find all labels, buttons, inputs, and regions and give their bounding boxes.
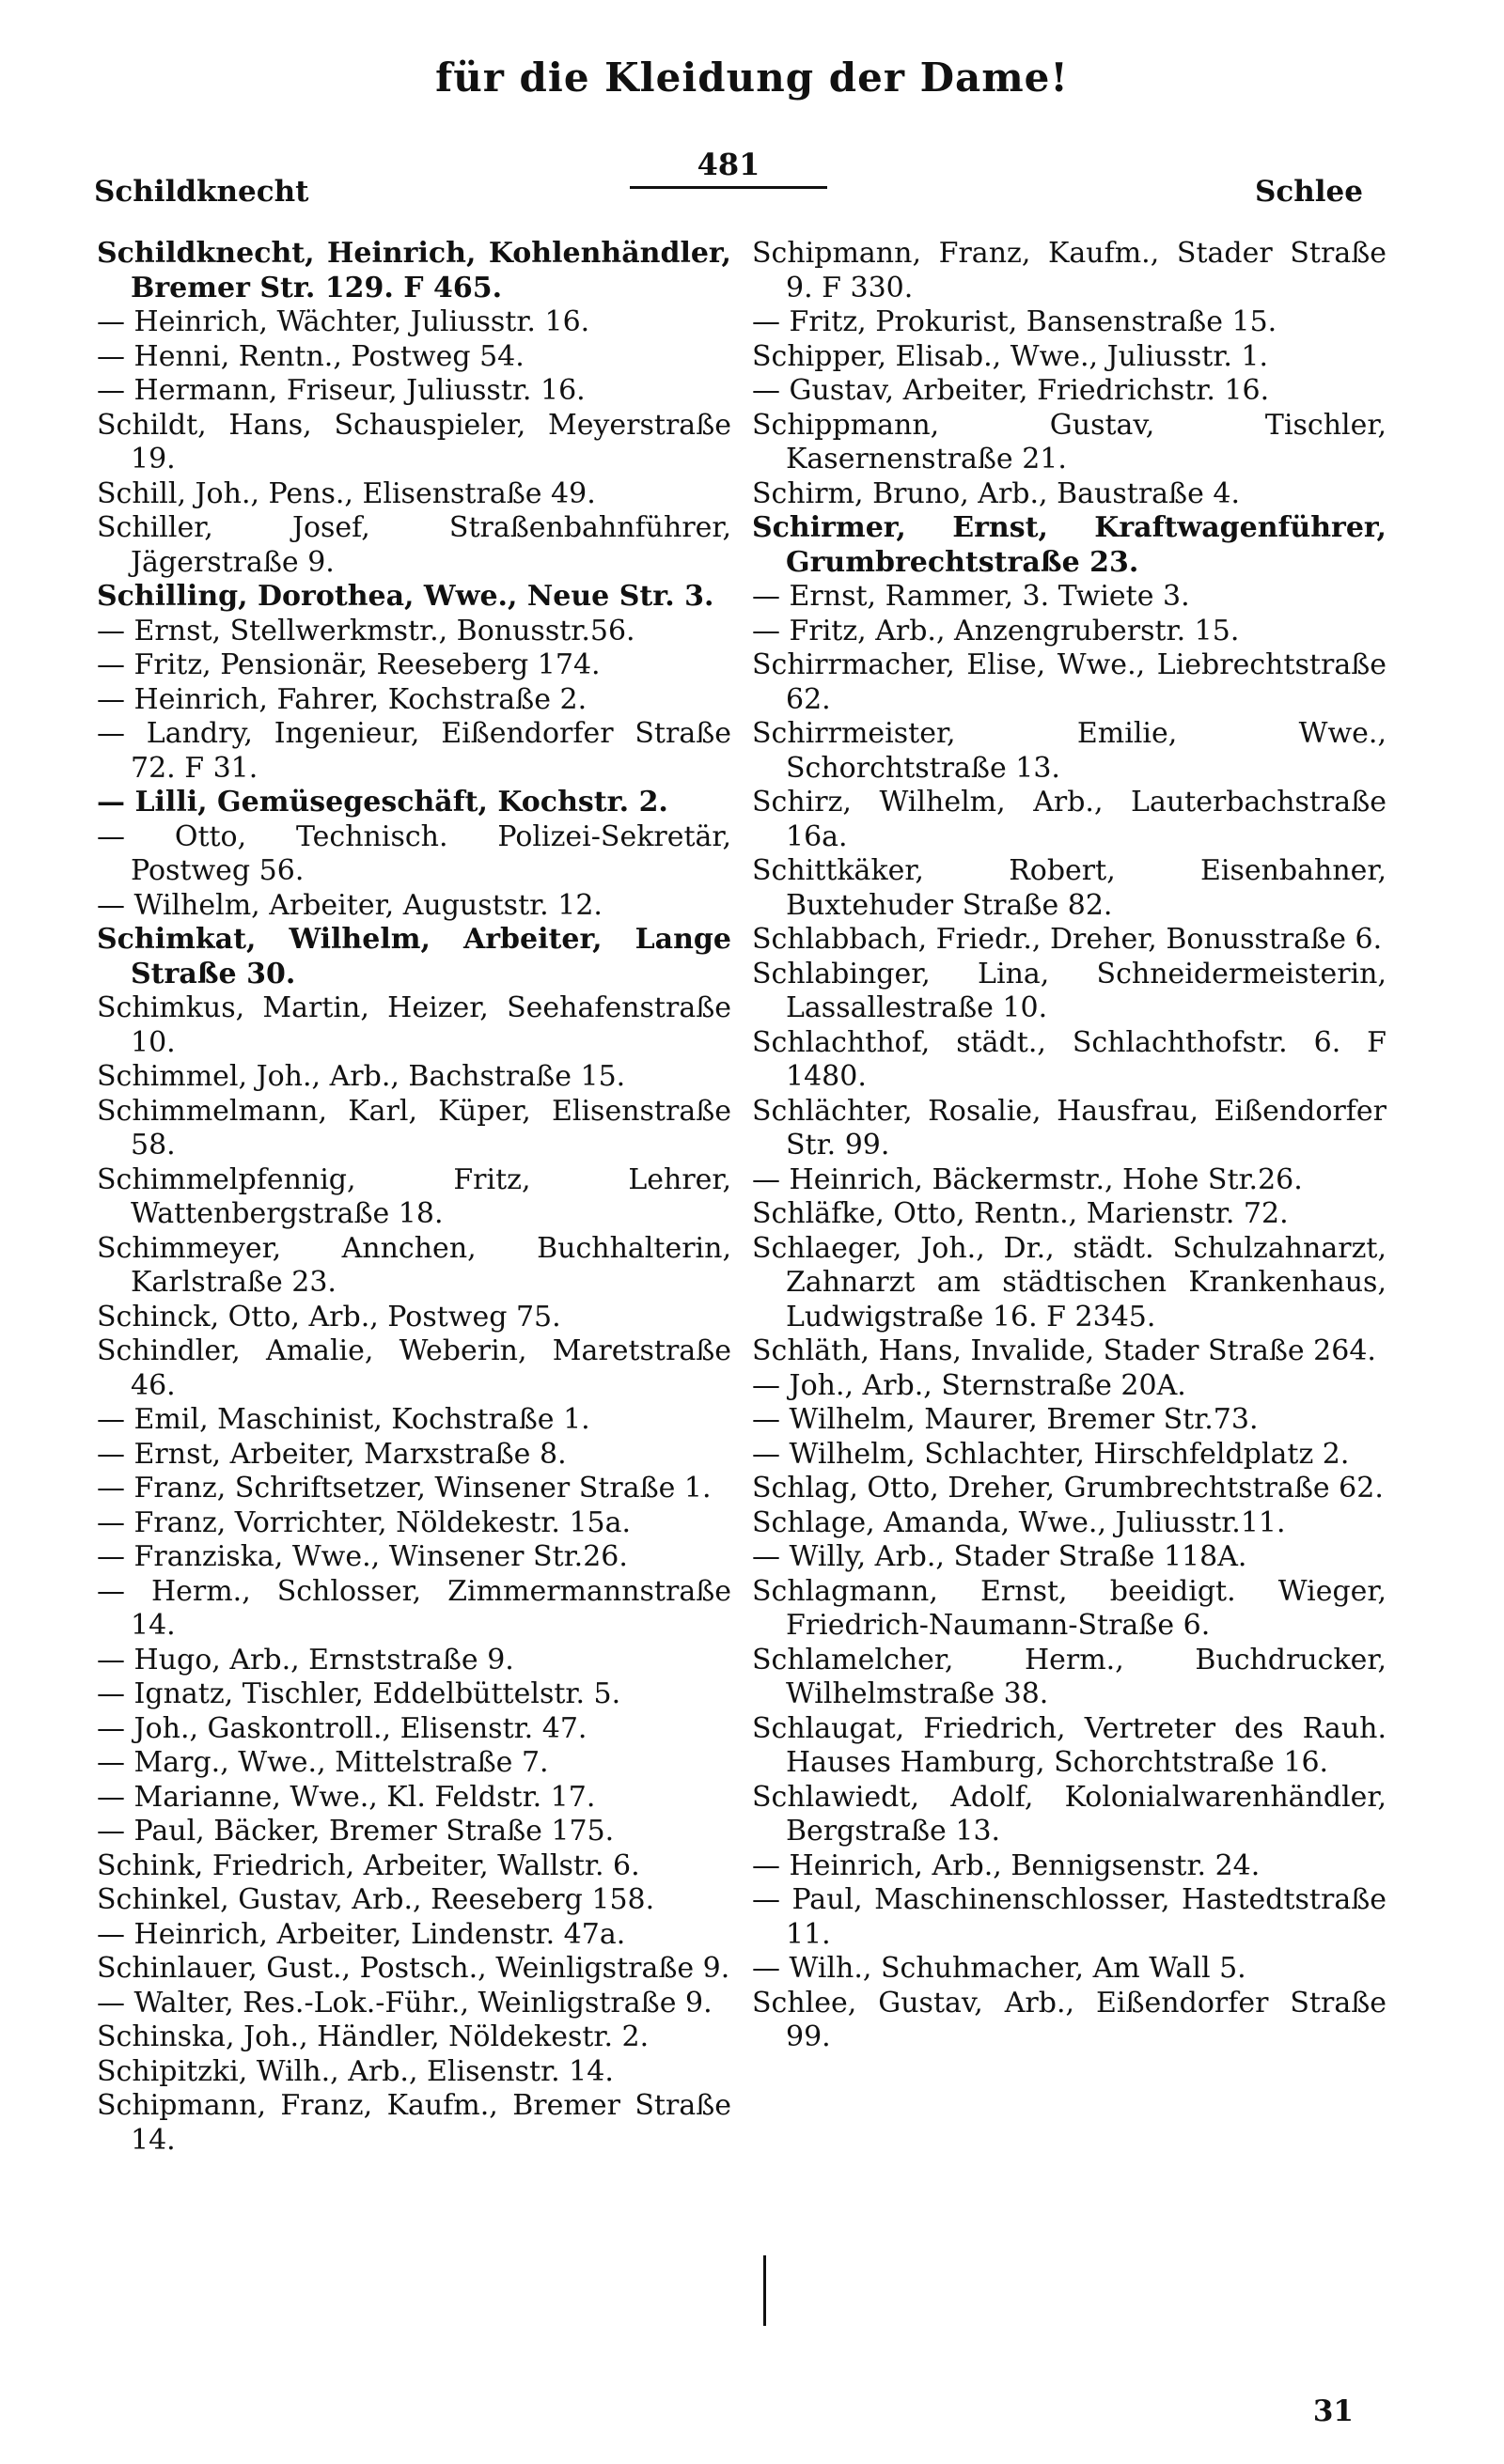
directory-entry: — Wilh., Schuhmacher, Am Wall 5.: [752, 1952, 1246, 1985]
directory-entry: Schill, Joh., Pens., Elisenstraße 49.: [97, 476, 596, 510]
directory-entry: Schittkäker, Robert, Eisenbahner, Buxtehuder Straße 82.: [752, 854, 1386, 922]
directory-entry: — Marianne, Wwe., Kl. Feldstr. 17.: [97, 1780, 596, 1814]
directory-entry: Schipmann, Franz, Kaufm., Bremer Straße 14.: [97, 2089, 731, 2157]
page-number: 481: [630, 147, 827, 189]
directory-entry: Schlaugat, Friedrich, Vertreter des Rauh. Hauses Hamburg, Schorchtstraße 16.: [752, 1711, 1386, 1779]
directory-entry: Schipitzki, Wilh., Arb., Elisenstr. 14.: [97, 2054, 614, 2088]
directory-entry: Schlage, Amanda, Wwe., Juliusstr.11.: [752, 1505, 1286, 1539]
advertising-banner: für die Kleidung der Dame!: [435, 55, 1069, 101]
directory-entry: Schinska, Joh., Händler, Nöldekestr. 2.: [97, 2020, 650, 2053]
directory-entry: Schlabbach, Friedr., Dreher, Bonusstraße 6.: [752, 923, 1383, 956]
directory-entry: Schimmeyer, Annchen, Buchhalterin, Karlstraße 23.: [97, 1231, 731, 1299]
directory-entry: — Wilhelm, Arbeiter, Auguststr. 12.: [97, 888, 603, 922]
directory-entry: — Emil, Maschinist, Kochstraße 1.: [97, 1403, 590, 1436]
directory-entry: — Landry, Ingenieur, Eißendorfer Straße 72. F 31.: [97, 717, 731, 785]
directory-entry: — Otto, Technisch. Polizei-Sekretär, Postweg 56.: [97, 819, 731, 887]
directory-entry: — Heinrich, Arb., Bennigsenstr. 24.: [752, 1848, 1261, 1882]
directory-entry: — Wilhelm, Maurer, Bremer Str.73.: [752, 1403, 1259, 1436]
directory-entry: Schlachthof, städt., Schlachthofstr. 6. F 1480.: [752, 1025, 1386, 1093]
directory-entry: Schildt, Hans, Schauspieler, Meyerstraße 19.: [97, 408, 731, 476]
directory-entry: — Paul, Bäcker, Bremer Straße 175.: [97, 1815, 615, 1848]
directory-entry: Schimmelmann, Karl, Küper, Elisenstraße 58.: [97, 1094, 731, 1162]
running-head-right: Schlee: [1254, 175, 1363, 209]
directory-entry: Schirrmeister, Emilie, Wwe., Schorchtstraße 13.: [752, 717, 1386, 785]
directory-entry: — Ernst, Stellwerkmstr., Bonusstr.56.: [97, 614, 635, 647]
directory-entry: — Fritz, Pensionär, Reeseberg 174.: [97, 648, 601, 681]
column-divider: [763, 2255, 766, 2326]
directory-entry: — Herm., Schlosser, Zimmermannstraße 14.: [97, 1574, 731, 1642]
directory-entry: Schimmel, Joh., Arb., Bachstraße 15.: [97, 1060, 626, 1093]
directory-entry: Schildknecht, Heinrich, Kohlenhändler, Bremer Str. 129. F 465.: [97, 237, 731, 304]
directory-entry: Schinck, Otto, Arb., Postweg 75.: [97, 1300, 561, 1333]
directory-entry: — Walter, Res.-Lok.-Führ., Weinligstraße 9.: [97, 1986, 713, 2020]
directory-entry: Schirmer, Ernst, Kraftwagenführer, Grumbrechtstraße 23.: [752, 511, 1386, 579]
directory-entry: — Franz, Vorrichter, Nöldekestr. 15a.: [97, 1505, 632, 1539]
directory-entry: — Franz, Schriftsetzer, Winsener Straße 1.: [97, 1472, 712, 1505]
directory-entry: Schlagmann, Ernst, beeidigt. Wieger, Friedrich-Naumann-Straße 6.: [752, 1574, 1386, 1642]
directory-entry: Schimmelpfennig, Fritz, Lehrer, Wattenbergstraße 18.: [97, 1162, 731, 1230]
directory-entry: Schlabinger, Lina, Schneidermeisterin, Lassallestraße 10.: [752, 957, 1386, 1024]
directory-entry: Schilling, Dorothea, Wwe., Neue Str. 3.: [97, 580, 714, 613]
directory-entry: Schlaeger, Joh., Dr., städt. Schulzahnarzt, Zahnarzt am städtischen Krankenhaus, Ludwigstraße 16. F 2345.: [752, 1231, 1386, 1333]
directory-entry: Schlamelcher, Herm., Buchdrucker, Wilhelmstraße 38.: [752, 1643, 1386, 1710]
directory-entry: Schiller, Josef, Straßenbahnführer, Jägerstraße 9.: [97, 511, 731, 579]
directory-entry: — Joh., Arb., Sternstraße 20A.: [752, 1368, 1186, 1402]
directory-entry: — Gustav, Arbeiter, Friedrichstr. 16.: [752, 374, 1270, 407]
directory-entry: — Heinrich, Fahrer, Kochstraße 2.: [97, 682, 588, 716]
directory-entry: Schirm, Bruno, Arb., Baustraße 4.: [752, 476, 1240, 510]
directory-entry: — Franziska, Wwe., Winsener Str.26.: [97, 1540, 628, 1573]
directory-entry: Schinlauer, Gust., Postsch., Weinligstraße 9.: [97, 1952, 730, 1985]
directory-entry: — Paul, Maschinenschlosser, Hastedtstraße 11.: [752, 1883, 1386, 1951]
directory-entry: Schläfke, Otto, Rentn., Marienstr. 72.: [752, 1197, 1289, 1230]
directory-entry: — Heinrich, Wächter, Juliusstr. 16.: [97, 305, 590, 338]
directory-entry: — Ernst, Arbeiter, Marxstraße 8.: [97, 1437, 567, 1471]
signature-mark: 31: [1312, 2394, 1354, 2428]
directory-entry: — Joh., Gaskontroll., Elisenstr. 47.: [97, 1711, 588, 1745]
directory-entry: — Ernst, Rammer, 3. Twiete 3.: [752, 580, 1190, 613]
directory-entry: Schlag, Otto, Dreher, Grumbrechtstraße 62.: [752, 1472, 1384, 1505]
directory-entry: — Heinrich, Bäckermstr., Hohe Str.26.: [752, 1162, 1303, 1196]
directory-entry: — Ignatz, Tischler, Eddelbüttelstr. 5.: [97, 1677, 621, 1710]
directory-entry: — Hermann, Friseur, Juliusstr. 16.: [97, 374, 586, 407]
directory-entry: Schinkel, Gustav, Arb., Reeseberg 158.: [97, 1883, 655, 1916]
directory-entry: — Hugo, Arb., Ernststraße 9.: [97, 1643, 514, 1676]
directory-entry: Schippmann, Gustav, Tischler, Kasernenstraße 21.: [752, 408, 1386, 476]
directory-entry: Schlawiedt, Adolf, Kolonialwarenhändler, Bergstraße 13.: [752, 1780, 1386, 1848]
directory-entry: Schimkat, Wilhelm, Arbeiter, Lange Straße 30.: [97, 923, 731, 990]
directory-entry: Schirz, Wilhelm, Arb., Lauterbachstraße 16a.: [752, 786, 1386, 853]
directory-entry: — Lilli, Gemüsegeschäft, Kochstr. 2.: [97, 786, 668, 819]
directory-entry: — Marg., Wwe., Mittelstraße 7.: [97, 1746, 549, 1779]
left-column: [97, 237, 731, 2158]
right-column: [752, 237, 1386, 2055]
directory-entry: — Fritz, Prokurist, Bansenstraße 15.: [752, 305, 1277, 338]
directory-entry: Schipper, Elisab., Wwe., Juliusstr. 1.: [752, 339, 1269, 373]
directory-entry: Schirrmacher, Elise, Wwe., Liebrechtstraße 62.: [752, 648, 1386, 716]
directory-entry: Schlächter, Rosalie, Hausfrau, Eißendorfer Str. 99.: [752, 1094, 1386, 1162]
directory-entry: — Fritz, Arb., Anzengruberstr. 15.: [752, 614, 1240, 647]
directory-entry: — Heinrich, Arbeiter, Lindenstr. 47a.: [97, 1917, 626, 1951]
directory-entry: Schläth, Hans, Invalide, Stader Straße 264.: [752, 1334, 1376, 1367]
directory-entry: Schimkus, Martin, Heizer, Seehafenstraße 10.: [97, 991, 731, 1059]
directory-entry: Schindler, Amalie, Weberin, Maretstraße 46.: [97, 1334, 731, 1402]
directory-entry: — Wilhelm, Schlachter, Hirschfeldplatz 2.: [752, 1437, 1350, 1471]
directory-entry: — Willy, Arb., Stader Straße 118A.: [752, 1540, 1247, 1573]
running-head-left: Schildknecht: [94, 175, 309, 209]
directory-entry: Schipmann, Franz, Kaufm., Stader Straße 9. F 330.: [752, 237, 1386, 304]
directory-entry: — Henni, Rentn., Postweg 54.: [97, 339, 525, 373]
directory-entry: Schlee, Gustav, Arb., Eißendorfer Straße 99.: [752, 1986, 1386, 2053]
directory-entry: Schink, Friedrich, Arbeiter, Wallstr. 6.: [97, 1848, 640, 1882]
